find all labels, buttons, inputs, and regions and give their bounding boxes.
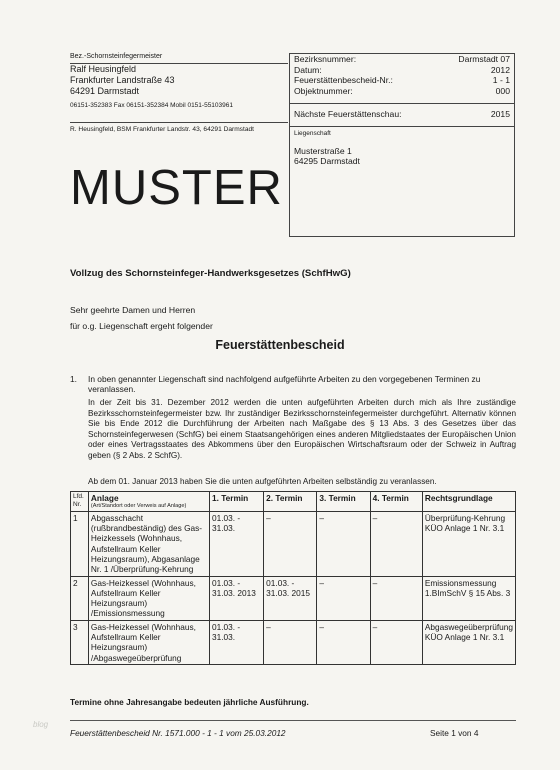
property-street: Musterstraße 1 (294, 145, 352, 156)
subject-heading: Vollzug des Schornsteinfeger-Handwerksgesetzes (SchfHwG) (70, 268, 351, 279)
cell-anlage: Abgasschacht (rußbrandbeständig) des Gas-Heizkessels (Wohnhaus, Aufstellraum Keller Heizungsraum), Abgasanlage Nr. 1 /Überprüfung-Kehrung (88, 511, 209, 576)
header-anlage-label: Anlage (90, 493, 119, 503)
table-row (71, 620, 516, 664)
cell-termin-2: 01.03. - 31.03. 2015 (264, 576, 317, 620)
info-label: Nächste Feuerstättenschau: (294, 109, 402, 119)
work-table (70, 491, 516, 665)
info-row-bescheid-nr (290, 75, 514, 86)
sender-street: Frankfurter Landstraße 43 (70, 75, 175, 85)
header-anlage-sub: (Art/Standort oder Verweis auf Anlage) (90, 503, 187, 510)
return-rule (70, 122, 288, 123)
document-title: Feuerstättenbescheid (215, 338, 345, 352)
cell-termin-3: – (317, 511, 370, 576)
info-row-bezirk (290, 54, 514, 65)
cell-termin-4: – (370, 576, 422, 620)
info-label: Bezirksnummer: (294, 54, 357, 64)
info-value: 000 (495, 85, 510, 96)
sender-city: 64291 Darmstadt (70, 86, 140, 96)
cell-rechtsgrundlage: Abgaswegeüberprüfung KÜO Anlage 1 Nr. 3.1 (422, 620, 515, 664)
intro-line: für o.g. Liegenschaft ergeht folgender (70, 321, 213, 331)
cell-anlage: Gas-Heizkessel (Wohnhaus, Aufstellraum Keller Heizungsraum) /Abgaswegeüberprüfung (88, 620, 209, 664)
paragraph-number: 1. (70, 374, 77, 384)
header-rechtsgrundlage: Rechtsgrundlage (422, 492, 515, 512)
property-address (290, 137, 514, 167)
info-row-objekt (290, 86, 514, 97)
schedule-note: Termine ohne Jahresangabe bedeuten jährliche Ausführung. (70, 697, 309, 707)
cell-termin-2: – (264, 620, 317, 664)
cell-termin-3: – (317, 576, 370, 620)
info-value: 2015 (490, 109, 510, 119)
greeting: Sehr geehrte Damen und Herren (70, 305, 196, 315)
info-label: Feuerstättenbescheid-Nr.: (294, 75, 393, 85)
paragraph-3: Ab dem 01. Januar 2013 haben Sie die unten aufgeführten Arbeiten selbständig zu veranlassen. (88, 477, 437, 486)
info-label: Datum: (294, 64, 322, 75)
greeting-block (70, 302, 213, 334)
paragraph-2: In der Zeit bis 31. Dezember 2012 werden die unten aufgeführten Arbeiten durch mich als Ihre zuständige Bezirksschornsteinfegermeister bzw. Ihr zuständiger Bezirksschornsteinfegermeister durchgeführt. Alternativ können Sie bis Ende 2012 die Durchführung der Arbeiten nach Maßgabe des § 13 Abs. 3 des Gesetzes über das Schornsteinfegerwesen (SchfG) bei einem Staatsangehörigen eines anderen Mitgliedstaates der Europäischen Union oder eines Vertragsstaates des Abkommens über den Europäischen Wirtschaftsraum oder der Schweiz in Auftrag geben (§ 2 Abs. 2 SchfG). (88, 398, 516, 460)
header-anlage (88, 492, 209, 512)
cell-nr: 3 (71, 620, 89, 664)
header-termin-3: 3. Termin (317, 492, 370, 512)
liegenschaft-label: Liegenschaft (294, 129, 331, 137)
property-city: 64295 Darmstadt (294, 156, 360, 166)
paragraph-1 (70, 374, 516, 395)
table-row (71, 511, 516, 576)
cell-termin-1: 01.03. - 31.03. (209, 620, 263, 664)
cell-rechtsgrundlage: Emissionsmessung 1.BImSchV § 15 Abs. 3 (422, 576, 515, 620)
info-box (289, 53, 515, 237)
site-watermark: blog (33, 720, 49, 729)
cell-nr: 2 (71, 576, 89, 620)
sender-block (70, 53, 288, 109)
info-value: 2012 (490, 64, 510, 75)
header-termin-1: 1. Termin (209, 492, 263, 512)
cell-termin-4: – (370, 511, 422, 576)
return-address: R. Heusingfeld, BSM Frankfurter Landstr. 43, 64291 Darmstadt (70, 126, 254, 133)
header-lfd: Lfd. Nr. (71, 492, 89, 512)
cell-nr: 1 (71, 511, 89, 576)
sender-phone: 06151-352383 Fax 06151-352384 Mobil 0151-55103961 (70, 102, 233, 109)
info-label: Objektnummer: (294, 85, 353, 96)
cell-termin-2: – (264, 511, 317, 576)
cell-termin-3: – (317, 620, 370, 664)
cell-termin-1: 01.03. - 31.03. (209, 511, 263, 576)
info-value: 1 - 1 (492, 75, 510, 85)
cell-rechtsgrundlage: Überprüfung-Kehrung KÜO Anlage 1 Nr. 3.1 (422, 511, 515, 576)
cell-termin-4: – (370, 620, 422, 664)
info-value: Darmstadt 07 (458, 54, 510, 64)
header-termin-4: 4. Termin (370, 492, 422, 512)
table-header-row (71, 492, 516, 512)
footer-reference: Feuerstättenbescheid Nr. 1571.000 - 1 - 1 vom 25.03.2012 (70, 728, 286, 738)
sender-name: Ralf Heusingfeld (70, 64, 137, 74)
page-number: Seite 1 von 4 (430, 728, 479, 738)
cell-termin-1: 01.03. - 31.03. 2013 (209, 576, 263, 620)
info-row-datum (290, 65, 514, 76)
info-row-next-inspection (290, 103, 514, 126)
table-row (71, 576, 516, 620)
sender-role: Bez.-Schornsteinfegermeister (70, 53, 163, 60)
paragraph-1-text: In oben genannter Liegenschaft sind nachfolgend aufgeführte Arbeiten zu den vorgegebenen Terminen zu veranlassen. (88, 374, 481, 395)
muster-watermark: MUSTER (70, 161, 283, 215)
cell-anlage: Gas-Heizkessel (Wohnhaus, Aufstellraum Keller Heizungsraum) /Emissionsmessung (88, 576, 209, 620)
header-termin-2: 2. Termin (264, 492, 317, 512)
footer-rule (70, 720, 516, 721)
